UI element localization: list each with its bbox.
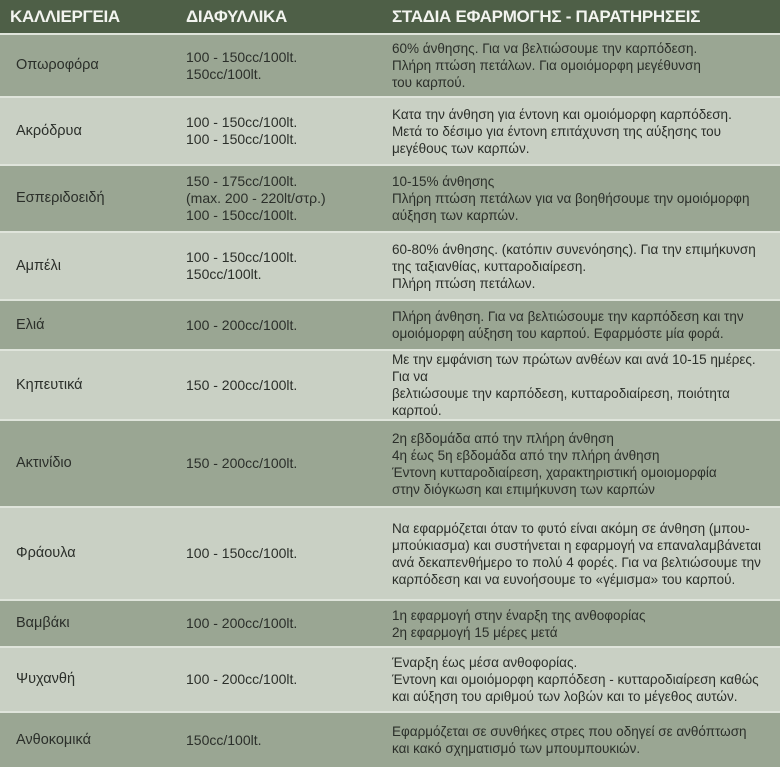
crop-cell: Φράουλα xyxy=(0,507,176,600)
notes-line: Κατα την άνθηση για έντονη και ομοιόμορφη καρπόδεση. xyxy=(392,106,732,122)
dose-line: 150 - 200cc/100lt. xyxy=(186,455,298,471)
crop-cell: Βαμβάκι xyxy=(0,600,176,647)
dose-line: 150cc/100lt. xyxy=(186,65,262,82)
notes-line: Μετά το δέσιμο για έντονη επιτάχυνση της αύξησης του xyxy=(392,123,722,139)
notes-line: 2η εβδομάδα από την πλήρη άνθηση xyxy=(392,430,614,446)
notes-line: 60% άνθησης. Για να βελτιώσουμε την καρπόδεση. xyxy=(392,41,698,56)
table-row xyxy=(0,165,780,232)
notes-cell xyxy=(382,350,780,420)
notes-line: καρπόδεση και να ευνοήσουμε το «γέμισμα» του καρπού. xyxy=(392,571,736,587)
dose-line: (max. 200 - 220lt/στρ.) xyxy=(186,190,326,206)
dose-line: 100 - 150cc/100lt. xyxy=(186,48,298,65)
dose-cell xyxy=(176,647,382,712)
dose-line: 100 - 150cc/100lt. xyxy=(186,114,298,130)
notes-line: ανά δεκαπενθήμερο το πολύ 4 φορές. Για να βελτιώσουμε την xyxy=(392,554,761,570)
dose-line: 150cc/100lt. xyxy=(186,266,262,282)
crop-cell: Ακτινίδιο xyxy=(0,420,176,507)
notes-cell xyxy=(382,600,780,647)
dose-line: 150 - 175cc/100lt. xyxy=(186,173,298,189)
notes-line: ομοιόμορφη αύξηση του καρπού. Εφαρμόστε μία φορά. xyxy=(392,326,724,341)
dose-cell xyxy=(176,165,382,232)
table-row xyxy=(0,420,780,507)
table-row xyxy=(0,712,780,767)
dose-cell xyxy=(176,232,382,300)
notes-line: και αύξηση του αριθμού των λοβών και το μέγεθος αυτών. xyxy=(392,689,738,704)
notes-line: του καρπού. xyxy=(392,75,466,90)
crop-cell: Ακρόδρυα xyxy=(0,97,176,165)
table-row xyxy=(0,647,780,712)
notes-line: Έναρξη έως μέσα ανθοφορίας. xyxy=(392,655,578,670)
notes-line: 10-15% άνθησης xyxy=(392,174,495,189)
dose-line: 150 - 200cc/100lt. xyxy=(186,376,298,393)
dose-line: 100 - 150cc/100lt. xyxy=(186,207,298,223)
dose-line: 100 - 200cc/100lt. xyxy=(186,615,298,631)
dose-cell xyxy=(176,600,382,647)
table-row xyxy=(0,34,780,97)
notes-line: Με την εμφάνιση των πρώτων ανθέων και ανά 10-15 ημέρες. Για να xyxy=(392,352,756,384)
notes-line: 60-80% άνθησης. (κατόπιν συνενόησης). Για την επιμήκυνση xyxy=(392,241,756,257)
notes-cell xyxy=(382,300,780,350)
notes-cell xyxy=(382,712,780,767)
header-row xyxy=(0,0,780,34)
table-row xyxy=(0,232,780,300)
notes-line: αύξηση των καρπών. xyxy=(392,208,519,223)
dose-cell xyxy=(176,712,382,767)
crop-cell: Ελιά xyxy=(0,300,176,350)
notes-line: στην διόγκωση και επιμήκυνση των καρπών xyxy=(392,481,655,497)
notes-line: Έντονη και ομοιόμορφη καρπόδεση - κυτταροδιαίρεση καθώς xyxy=(392,672,759,687)
notes-line: Πλήρη άνθηση. Για να βελτιώσουμε την καρπόδεση και την xyxy=(392,309,744,324)
dose-line: 100 - 150cc/100lt. xyxy=(186,249,298,265)
notes-line: βελτιώσουμε την καρπόδεση, κυτταροδιαίρεση, ποιότητα καρπού. xyxy=(392,386,730,418)
notes-line: 4η έως 5η εβδομάδα από την πλήρη άνθηση xyxy=(392,447,660,463)
dose-line: 150cc/100lt. xyxy=(186,731,262,748)
dose-line: 100 - 200cc/100lt. xyxy=(186,671,298,687)
crop-cell: Αμπέλι xyxy=(0,232,176,300)
dose-cell xyxy=(176,34,382,97)
dose-line: 100 - 200cc/100lt. xyxy=(186,316,298,333)
crop-cell: Εσπεριδοειδή xyxy=(0,165,176,232)
header-crop: ΚΑΛΛΙΕΡΓΕΙΑ xyxy=(0,0,176,34)
dose-cell xyxy=(176,97,382,165)
notes-line: Έντονη κυτταροδιαίρεση, χαρακτηριστική ομοιομορφία xyxy=(392,464,717,480)
notes-cell xyxy=(382,34,780,97)
table-row xyxy=(0,507,780,600)
crop-cell: Ανθοκομικά xyxy=(0,712,176,767)
crop-cell: Ψυχανθή xyxy=(0,647,176,712)
crop-cell: Κηπευτικά xyxy=(0,350,176,420)
notes-line: Πλήρη πτώση πετάλων. Για ομοιόμορφη μεγέθυνση xyxy=(392,58,701,73)
notes-line: Να εφαρμόζεται όταν το φυτό είναι ακόμη σε άνθηση (μπου- xyxy=(392,520,750,536)
dose-line: 100 - 150cc/100lt. xyxy=(186,545,298,561)
notes-cell xyxy=(382,420,780,507)
notes-line: 2η εφαρμογή 15 μέρες μετά xyxy=(392,624,558,640)
notes-cell xyxy=(382,97,780,165)
notes-line: μεγέθους των καρπών. xyxy=(392,140,530,156)
table-row xyxy=(0,350,780,420)
notes-line: μπούκιασμα) και συστήνεται η εφαρμογή να επαναλαμβάνεται xyxy=(392,537,762,553)
notes-line: Πλήρη πτώση πετάλων για να βοηθήσουμε την ομοιόμορφη xyxy=(392,191,750,206)
notes-line: της ταξιανθίας, κυτταροδιαίρεση. xyxy=(392,258,587,274)
dose-cell xyxy=(176,420,382,507)
notes-line: 1η εφαρμογή στην έναρξη της ανθοφορίας xyxy=(392,607,646,623)
notes-cell xyxy=(382,507,780,600)
dose-line: 100 - 150cc/100lt. xyxy=(186,131,298,147)
notes-cell xyxy=(382,165,780,232)
header-dose: ΔΙΑΦΥΛΛΙΚΑ xyxy=(176,0,382,34)
header-notes: ΣΤΑΔΙΑ ΕΦΑΡΜΟΓΗΣ - ΠΑΡΑΤΗΡΗΣΕΙΣ xyxy=(382,0,780,34)
table-row xyxy=(0,600,780,647)
dose-cell xyxy=(176,300,382,350)
table-row xyxy=(0,300,780,350)
notes-line: και κακό σχηματισμό των μπουμπουκιών. xyxy=(392,741,641,756)
table-row xyxy=(0,97,780,165)
dose-cell xyxy=(176,507,382,600)
notes-cell xyxy=(382,647,780,712)
notes-line: Εφαρμόζεται σε συνθήκες στρες που οδηγεί σε ανθόπτωση xyxy=(392,724,747,739)
notes-line: Πλήρη πτώση πετάλων. xyxy=(392,275,536,291)
dose-cell xyxy=(176,350,382,420)
crop-cell: Οπωροφόρα xyxy=(0,34,176,97)
notes-cell xyxy=(382,232,780,300)
